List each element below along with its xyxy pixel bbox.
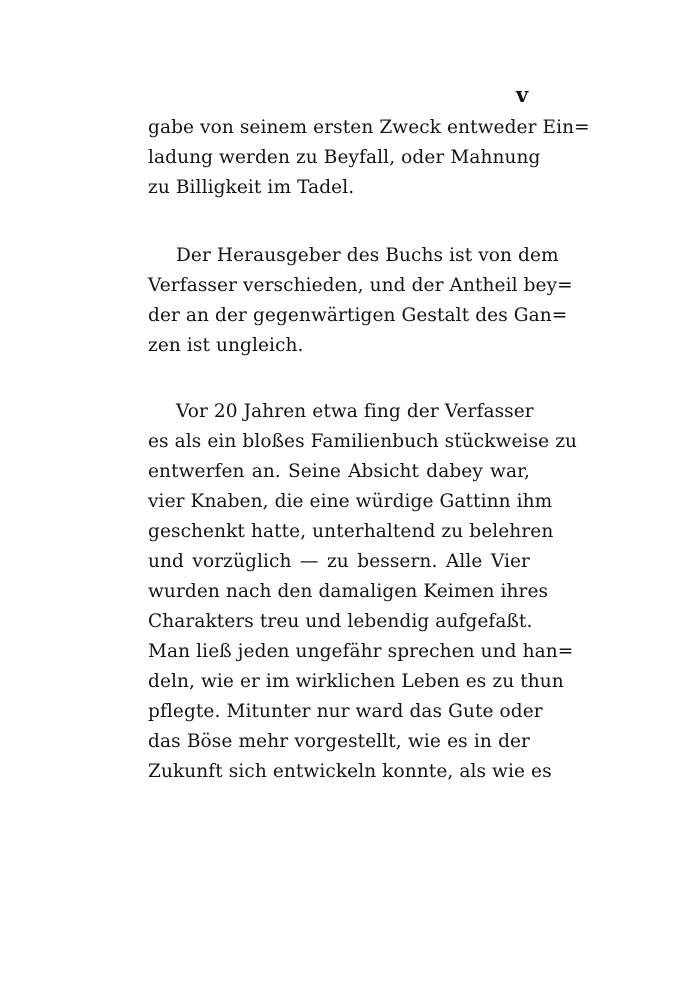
text-line: Vor 20 Jahren etwa fing der Verfasser [176, 401, 534, 422]
text-line: gabe von seinem ersten Zweck entweder Ein= [148, 117, 590, 138]
text-line: pflegte. Mitunter nur ward das Gute oder [148, 701, 543, 722]
page-number: v [516, 82, 529, 107]
text-line: es als ein bloßes Familienbuch stückweise zu [148, 431, 578, 452]
text-line: ladung werden zu Beyfall, oder Mahnung [148, 147, 541, 168]
text-line: deln, wie er im wirklichen Leben es zu thun [148, 671, 564, 692]
text-line: wurden nach den damaligen Keimen ihres [148, 581, 549, 602]
text-line: zen ist ungleich. [148, 335, 304, 356]
text-line: entwerfen an. Seine Absicht dabey war, [148, 461, 530, 482]
paragraph-2 [148, 241, 573, 361]
text-line: Charakters treu und lebendig aufgefaßt. [148, 611, 533, 632]
text-line: Man ließ jeden ungefähr sprechen und han= [148, 641, 574, 662]
text-line: vier Knaben, die eine würdige Gattinn ihm [148, 491, 553, 512]
text-line: Zukunft sich entwickeln konnte, als wie es [148, 761, 552, 782]
text-line: Verfasser verschieden, und der Antheil bey= [148, 275, 573, 296]
paragraph-1 [148, 113, 590, 203]
text-line: und vorzüglich — zu bessern. Alle Vier [148, 551, 530, 572]
text-line: der an der gegenwärtigen Gestalt des Gan= [148, 305, 568, 326]
text-line: geschenkt hatte, unterhaltend zu belehren [148, 521, 554, 542]
text-line: zu Billigkeit im Tadel. [148, 177, 355, 198]
text-line: das Böse mehr vorgestellt, wie es in der [148, 731, 530, 752]
text-line: Der Herausgeber des Buchs ist von dem [176, 245, 559, 266]
paragraph-3 [148, 397, 578, 787]
